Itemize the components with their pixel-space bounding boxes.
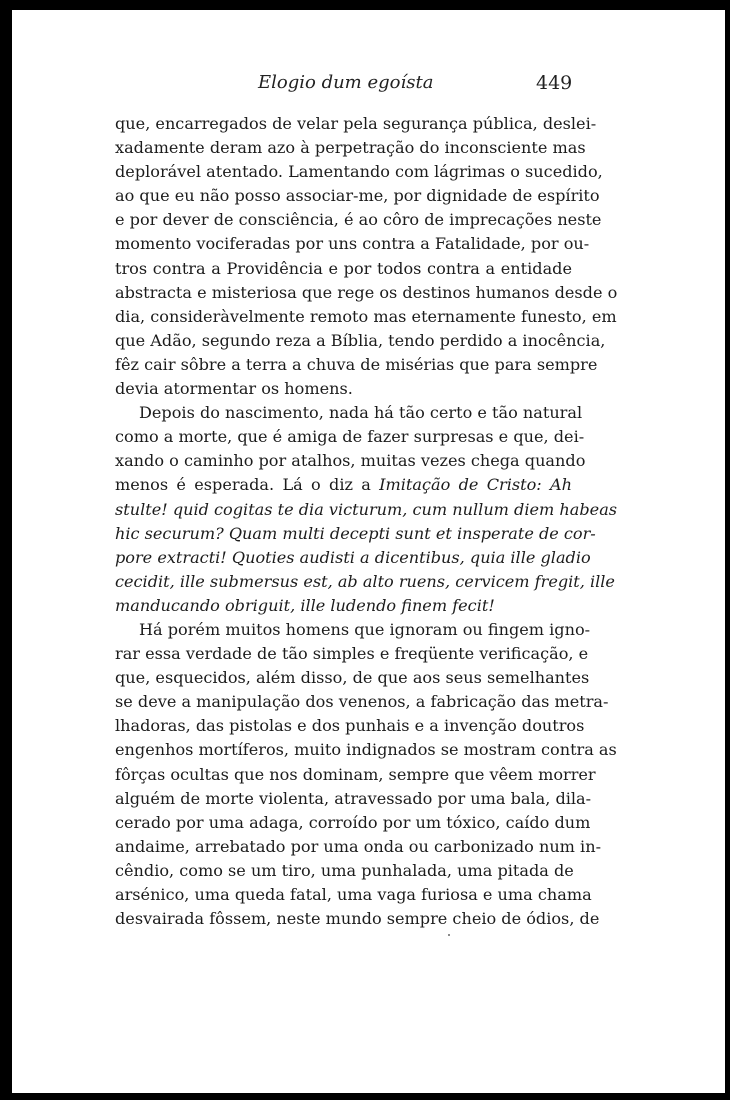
text-line: engenhos mortíferos, muito indignados se mostram contra as: [115, 740, 617, 760]
text-line: se deve a manipulação dos venenos, a fabricação das metra-: [115, 692, 609, 712]
text-line: rar essa verdade de tão simples e freqüente verificação, e: [115, 644, 589, 664]
text-line: abstracta e misteriosa que rege os destinos humanos desde o: [115, 282, 618, 302]
paragraph-1: [115, 112, 618, 401]
text-line: Depois do nascimento, nada há tão certo e tão natural: [139, 403, 583, 423]
text-line: Há porém muitos homens que ignoram ou fingem igno-: [139, 619, 591, 639]
paper-speck: [448, 934, 450, 936]
text-line: xadamente deram azo à perpetração do inconsciente mas: [115, 138, 586, 158]
text-line: cêndio, como se um tiro, uma punhalada, uma pitada de: [115, 860, 574, 880]
text-line: deplorável atentado. Lamentando com lágrimas o sucedido,: [115, 162, 603, 182]
text-line: dia, consideràvelmente remoto mas eternamente funesto, em: [115, 306, 617, 326]
text-line: andaime, arrebatado por uma onda ou carbonizado num in-: [115, 836, 602, 856]
text-line: ao que eu não posso associar-me, por dignidade de espírito: [115, 186, 600, 206]
text-line: e por dever de consciência, é ao côro de imprecações neste: [115, 210, 602, 230]
book-page: [12, 10, 725, 1093]
text-line: alguém de morte violenta, atravessado por uma bala, dila-: [115, 788, 592, 808]
text-line: tros contra a Providência e por todos contra a entidade: [115, 258, 572, 278]
latin-quote-line: cecidit, ille submersus est, ab alto ruens, cervicem fregit, ille: [115, 571, 615, 591]
text-line: cerado por uma adaga, corroído por um tóxico, caído dum: [115, 812, 591, 832]
page-number: 449: [536, 72, 573, 94]
text-line: que, encarregados de velar pela segurança pública, deslei-: [115, 114, 597, 133]
latin-quote-line: hic securum? Quam multi decepti sunt et insperate de cor-: [115, 523, 596, 543]
latin-quote-line: stulte! quid cogitas te dia victurum, cum nullum diem habeas: [115, 499, 618, 519]
text-line: fôrças ocultas que nos dominam, sempre que vêem morrer: [115, 764, 596, 784]
text-line: xando o caminho por atalhos, muitas vezes chega quando: [115, 451, 586, 471]
text-line: como a morte, que é amiga de fazer surpresas e que, dei-: [115, 427, 585, 447]
text-line: fêz cair sôbre a terra a chuva de misérias que para sempre: [115, 354, 598, 374]
text-roman: menos é esperada. Lá o diz a: [115, 475, 380, 495]
paragraph-3: [115, 618, 617, 931]
text-line: arsénico, uma queda fatal, uma vaga furiosa e uma chama: [115, 885, 592, 904]
text-line: lhadoras, das pistolas e dos punhais e a invenção doutros: [115, 716, 585, 736]
paragraph-2: [115, 401, 618, 618]
text-line: que Adão, segundo reza a Bíblia, tendo perdido a inocência,: [115, 330, 606, 350]
body-text: [115, 112, 618, 931]
text-line: momento vociferadas por uns contra a Fatalidade, por ou-: [115, 234, 590, 254]
text-line: devia atormentar os homens.: [115, 379, 353, 399]
text-line: que, esquecidos, além disso, de que aos seus semelhantes: [115, 668, 590, 688]
text-line-mixed: [115, 473, 572, 497]
latin-quote-line: manducando obriguit, ille ludendo finem fecit!: [115, 595, 495, 615]
page-header: [12, 72, 725, 102]
latin-quote-line: pore extracti! Quoties audisti a dicentibus, quia ille gladio: [115, 547, 591, 567]
text-line: desvairada fôssem, neste mundo sempre cheio de ódios, de: [115, 909, 600, 929]
text-italic-citation: Imitação de Cristo: Ah: [379, 475, 572, 495]
running-title: Elogio dum egoísta: [258, 72, 434, 93]
